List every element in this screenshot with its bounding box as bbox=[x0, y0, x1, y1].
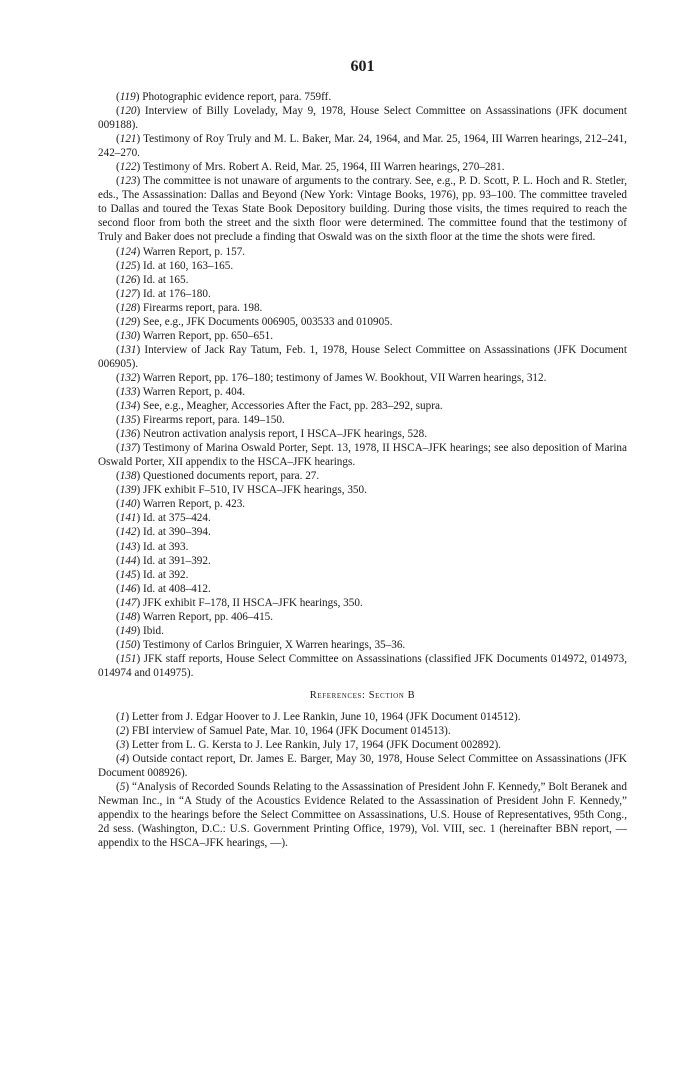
footnote: (134) See, e.g., Meagher, Accessories After the Fact, pp. 283–292, supra. bbox=[116, 400, 443, 413]
footnote: (126) Id. at 165. bbox=[116, 273, 189, 286]
footnote: (142) Id. at 390–394. bbox=[116, 526, 211, 539]
note-number: 126 bbox=[119, 273, 137, 286]
note-text: Neutron activation analysis report, I HSCA–JFK hearings, 528. bbox=[143, 428, 428, 441]
note-number: 140 bbox=[119, 498, 137, 511]
note-text: JFK staff reports, House Select Committee on Assassinations (classified JFK Documents 014972, 014973, 014974 and 014975). bbox=[98, 652, 627, 679]
footnote: (122) Testimony of Mrs. Robert A. Reid, Mar. 25, 1964, III Warren hearings, 270–281. bbox=[116, 161, 505, 174]
note-text: FBI interview of Samuel Pate, Mar. 10, 1964 (JFK Document 014513). bbox=[131, 725, 451, 738]
footnote: (128) Firearms report, para. 198. bbox=[116, 301, 263, 314]
note-text: Firearms report, para. 198. bbox=[143, 301, 263, 314]
note-number: 133 bbox=[119, 385, 137, 398]
note-number: 124 bbox=[119, 245, 137, 258]
note-number: 137 bbox=[119, 442, 137, 455]
note-number: 1 bbox=[119, 710, 126, 723]
note-number: 151 bbox=[119, 652, 137, 665]
note-number: 128 bbox=[119, 301, 137, 314]
note-number: 132 bbox=[119, 371, 137, 384]
note-text: “Analysis of Recorded Sounds Relating to the Assassination of President John F. Kennedy,” Bolt Beranek and Newman Inc., in “A Study of the Acoustics Evidence Related to the Assassination of President John F. Kennedy,” appendix to the hearings before the Select Committee on Assassinations, U.S. House of Representatives, 95th Cong., 2d sess. (Washington, D.C.: U.S. Government Printing Office, 1979), Vol. VIII, sec. 1 (hereinafter BBN report, — appendix to the HSCA–JFK hearings, —). bbox=[98, 781, 627, 850]
note-number: 4 bbox=[119, 753, 126, 766]
note-text: Firearms report, para. 149–150. bbox=[143, 414, 285, 427]
note-text: Id. at 165. bbox=[143, 273, 189, 286]
note-number: 123 bbox=[119, 175, 137, 188]
note-text: Warren Report, p. 423. bbox=[142, 498, 246, 511]
note-text: Warren Report, p. 404. bbox=[142, 385, 246, 398]
footnote: (129) See, e.g., JFK Documents 006905, 003533 and 010905. bbox=[116, 315, 393, 328]
note-number: 139 bbox=[119, 484, 137, 497]
footnote: (136) Neutron activation analysis report, I HSCA–JFK hearings, 528. bbox=[116, 428, 428, 441]
footnote: (148) Warren Report, pp. 406–415. bbox=[116, 610, 274, 623]
note-number: 125 bbox=[119, 259, 137, 272]
note-number: 120 bbox=[119, 105, 137, 118]
note-text: Warren Report, pp. 406–415. bbox=[142, 610, 274, 623]
note-text: Ibid. bbox=[143, 624, 164, 637]
footnote: (151) JFK staff reports, House Select Committee on Assassinations (classified JFK Documents 014972, 014973, 014974 and 014975). bbox=[98, 652, 627, 679]
note-number: 150 bbox=[119, 638, 137, 651]
footnote: (145) Id. at 392. bbox=[116, 568, 189, 581]
footnote: (138) Questioned documents report, para. 27. bbox=[116, 470, 320, 483]
footnote: (144) Id. at 391–392. bbox=[116, 554, 211, 567]
footnote: (131) Interview of Jack Ray Tatum, Feb. 1, 1978, House Select Committee on Assassinations (JFK Document 006905). bbox=[98, 343, 627, 370]
note-text: Interview of Jack Ray Tatum, Feb. 1, 1978, House Select Committee on Assassinations (JFK Document 006905). bbox=[98, 343, 627, 370]
section-heading: References: Section B bbox=[309, 689, 416, 701]
footnote: (132) Warren Report, pp. 176–180; testimony of James W. Bookhout, VII Warren hearings, 312. bbox=[116, 371, 547, 384]
note-text: Testimony of Roy Truly and M. L. Baker, Mar. 24, 1964, and Mar. 25, 1964, III Warren hearings, 212–241, 242–270. bbox=[98, 133, 627, 160]
footnotes-list bbox=[98, 90, 627, 680]
note-text: Photographic evidence report, para. 759ff. bbox=[142, 91, 332, 103]
note-number: 134 bbox=[119, 400, 137, 413]
footnote: (121) Testimony of Roy Truly and M. L. Baker, Mar. 24, 1964, and Mar. 25, 1964, III Warren hearings, 212–241, 242–270. bbox=[98, 133, 627, 160]
note-number: 2 bbox=[119, 725, 126, 738]
note-number: 130 bbox=[119, 329, 137, 342]
note-text: See, e.g., Meagher, Accessories After the Fact, pp. 283–292, supra. bbox=[143, 400, 443, 413]
note-number: 143 bbox=[119, 540, 137, 553]
footnote: (130) Warren Report, pp. 650–651. bbox=[116, 329, 274, 342]
note-text: Id. at 408–412. bbox=[143, 582, 211, 595]
footnote: (123) The committee is not unaware of arguments to the contrary. See, e.g., P. D. Scott, P. L. Hoch and R. Stetler, eds., The Assassination: Dallas and Beyond (New York: Vintage Books, 1976), pp. 93–100. The committee traveled to Dallas and toured the Texas State Book Depository building. During those visits, the times required to reach the second floor from both the street and the sixth floor were determined. The committee found that the testimony of Truly and Baker does not preclude a finding that Oswald was on the sixth floor at the time the shots were fired. bbox=[98, 175, 628, 244]
note-text: Letter from L. G. Kersta to J. Lee Rankin, July 17, 1964 (JFK Document 002892). bbox=[131, 739, 501, 752]
note-number: 135 bbox=[119, 414, 137, 427]
note-text: Questioned documents report, para. 27. bbox=[143, 470, 320, 483]
note-text: Id. at 392. bbox=[143, 568, 189, 581]
footnote: (141) Id. at 375–424. bbox=[116, 512, 211, 525]
note-text: Id. at 160, 163–165. bbox=[143, 259, 234, 272]
footnote: (149) Ibid. bbox=[116, 624, 164, 637]
note-number: 142 bbox=[119, 526, 137, 539]
note-text: Testimony of Marina Oswald Porter, Sept. 13, 1978, II HSCA–JFK hearings; see also deposition of Marina Oswald Porter, XII appendix to the HSCA–JFK hearings. bbox=[98, 442, 627, 469]
note-text: JFK exhibit F–510, IV HSCA–JFK hearings, 350. bbox=[143, 484, 367, 497]
note-number: 141 bbox=[119, 512, 137, 525]
reference-item: (3) Letter from L. G. Kersta to J. Lee Rankin, July 17, 1964 (JFK Document 002892). bbox=[116, 739, 501, 752]
footnote: (150) Testimony of Carlos Bringuier, X Warren hearings, 35–36. bbox=[116, 638, 406, 651]
note-number: 3 bbox=[119, 739, 126, 752]
note-number: 146 bbox=[119, 582, 137, 595]
note-number: 119 bbox=[119, 91, 136, 103]
note-number: 129 bbox=[119, 315, 137, 328]
note-number: 127 bbox=[119, 287, 137, 300]
note-text: The committee is not unaware of arguments to the contrary. See, e.g., P. D. Scott, P. L. Hoch and R. Stetler, eds., The Assassination: Dallas and Beyond (New York: Vintage Books, 1976), pp. 93–100. The committee traveled to Dallas and toured the Texas State Book Depository building. During those visits, the times required to reach the second floor from both the street and the sixth floor were determined. The committee found that the testimony of Truly and Baker does not preclude a finding that Oswald was on the sixth floor at the time the shots were fired. bbox=[98, 175, 628, 244]
footnote: (125) Id. at 160, 163–165. bbox=[116, 259, 234, 272]
note-number: 138 bbox=[119, 470, 137, 483]
note-text: Id. at 393. bbox=[143, 540, 189, 553]
footnote: (140) Warren Report, p. 423. bbox=[116, 498, 246, 511]
note-number: 5 bbox=[119, 781, 126, 794]
note-text: Warren Report, pp. 176–180; testimony of James W. Bookhout, VII Warren hearings, 312. bbox=[142, 371, 547, 384]
footnote: (119) Photographic evidence report, para. 759ff. bbox=[116, 91, 332, 103]
note-text: Warren Report, pp. 650–651. bbox=[142, 329, 274, 342]
note-text: Id. at 390–394. bbox=[143, 526, 211, 539]
reference-item: (2) FBI interview of Samuel Pate, Mar. 10, 1964 (JFK Document 014513). bbox=[116, 725, 451, 738]
note-text: Interview of Billy Lovelady, May 9, 1978, House Select Committee on Assassinations (JFK document 009188). bbox=[98, 105, 627, 132]
reference-item: (4) Outside contact report, Dr. James E. Barger, May 30, 1978, House Select Committee on Assassinations (JFK Document 008926). bbox=[98, 753, 627, 780]
footnote: (137) Testimony of Marina Oswald Porter, Sept. 13, 1978, II HSCA–JFK hearings; see also deposition of Marina Oswald Porter, XII appendix to the HSCA–JFK hearings. bbox=[98, 442, 627, 469]
note-text: Id. at 176–180. bbox=[143, 287, 211, 300]
footnote: (147) JFK exhibit F–178, II HSCA–JFK hearings, 350. bbox=[116, 596, 363, 609]
references-list bbox=[98, 710, 627, 850]
footnote: (146) Id. at 408–412. bbox=[116, 582, 211, 595]
note-number: 148 bbox=[119, 610, 137, 623]
note-text: Testimony of Carlos Bringuier, X Warren hearings, 35–36. bbox=[142, 638, 406, 651]
note-number: 136 bbox=[119, 428, 137, 441]
reference-item: (5) “Analysis of Recorded Sounds Relating to the Assassination of President John F. Kennedy,” Bolt Beranek and Newman Inc., in “A Study of the Acoustics Evidence Related to the Assassination of President John F. Kennedy,” appendix to the hearings before the Select Committee on Assassinations, U.S. House of Representatives, 95th Cong., 2d sess. (Washington, D.C.: U.S. Government Printing Office, 1979), Vol. VIII, sec. 1 (hereinafter BBN report, — appendix to the HSCA–JFK hearings, —). bbox=[98, 781, 627, 850]
footnote: (127) Id. at 176–180. bbox=[116, 287, 211, 300]
note-text: Id. at 375–424. bbox=[143, 512, 211, 525]
note-number: 144 bbox=[119, 554, 137, 567]
note-text: Letter from J. Edgar Hoover to J. Lee Rankin, June 10, 1964 (JFK Document 014512). bbox=[131, 710, 521, 723]
note-number: 145 bbox=[119, 568, 137, 581]
note-number: 122 bbox=[119, 161, 137, 174]
note-text: JFK exhibit F–178, II HSCA–JFK hearings, 350. bbox=[143, 596, 363, 609]
note-number: 131 bbox=[119, 343, 137, 356]
footnote: (139) JFK exhibit F–510, IV HSCA–JFK hearings, 350. bbox=[116, 484, 367, 497]
note-text: Outside contact report, Dr. James E. Barger, May 30, 1978, House Select Committee on Assassinations (JFK Document 008926). bbox=[98, 753, 627, 780]
footnote: (135) Firearms report, para. 149–150. bbox=[116, 414, 285, 427]
footnote: (120) Interview of Billy Lovelady, May 9, 1978, House Select Committee on Assassinations (JFK document 009188). bbox=[98, 105, 627, 132]
footnote: (124) Warren Report, p. 157. bbox=[116, 245, 246, 258]
reference-item: (1) Letter from J. Edgar Hoover to J. Lee Rankin, June 10, 1964 (JFK Document 014512). bbox=[116, 710, 521, 723]
note-number: 149 bbox=[119, 624, 137, 637]
page-number: 601 bbox=[350, 58, 375, 75]
note-text: See, e.g., JFK Documents 006905, 003533 and 010905. bbox=[143, 315, 393, 328]
footnote: (143) Id. at 393. bbox=[116, 540, 189, 553]
note-text: Id. at 391–392. bbox=[143, 554, 211, 567]
document-page bbox=[98, 58, 627, 850]
note-number: 147 bbox=[119, 596, 137, 609]
note-text: Warren Report, p. 157. bbox=[142, 245, 246, 258]
note-text: Testimony of Mrs. Robert A. Reid, Mar. 25, 1964, III Warren hearings, 270–281. bbox=[142, 161, 505, 174]
footnote: (133) Warren Report, p. 404. bbox=[116, 385, 246, 398]
note-number: 121 bbox=[119, 133, 137, 146]
